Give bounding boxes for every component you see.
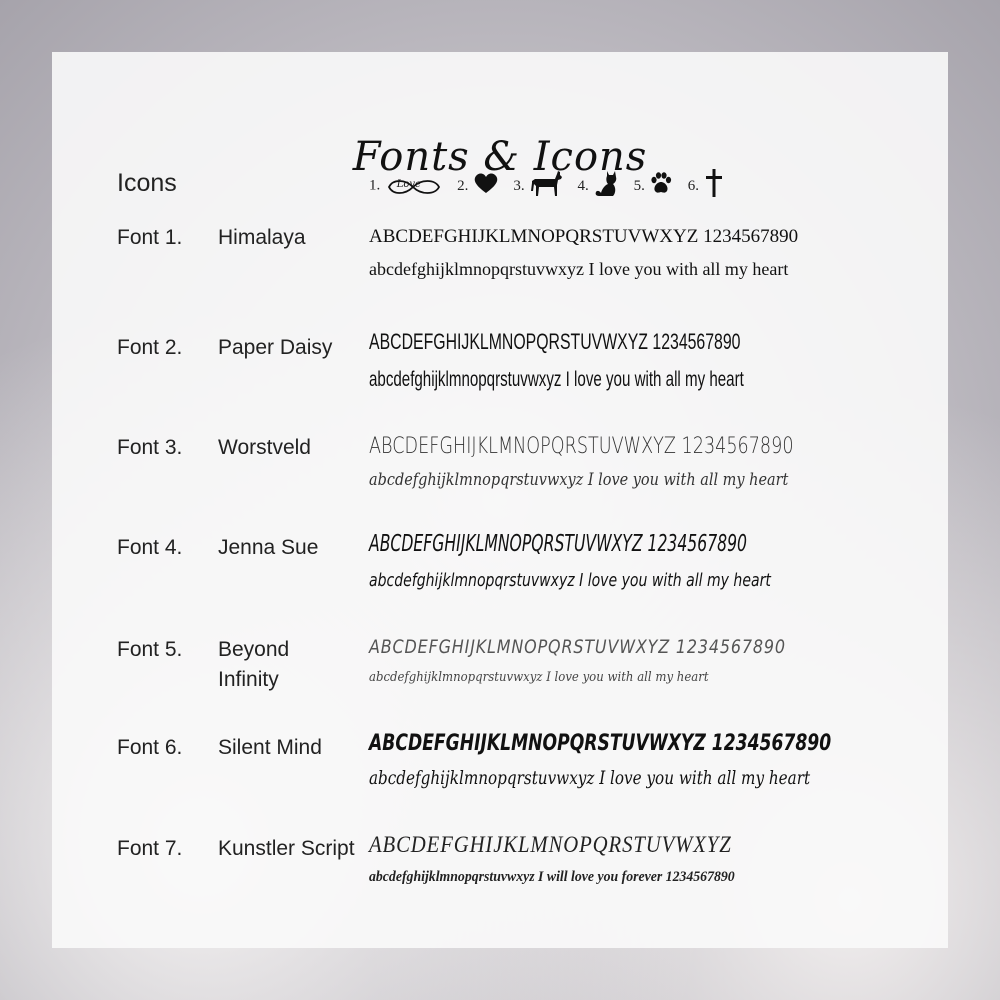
font-3-lowercase-sample: abcdefghijklmnopqrstuvwxyz I love you with all my heart (369, 470, 789, 490)
font-5-name-line2: Infinity (218, 668, 279, 691)
font-7-name: Kunstler Script (218, 837, 355, 860)
font-6-lowercase-sample: abcdefghijklmnopqrstuvwxyz I love you with all my heart (369, 767, 811, 789)
icons-label: Icons (117, 169, 177, 197)
font-2-id: Font 2. (117, 336, 183, 359)
icon-number-5: 5. (633, 177, 645, 194)
dog-icon (529, 169, 563, 202)
font-6-uppercase-sample: ABCDEFGHIJKLMNOPQRSTUVWXYZ 1234567890 (369, 731, 832, 756)
icons-row (369, 168, 725, 203)
icon-number-4: 4. (577, 177, 589, 194)
font-2-name: Paper Daisy (218, 336, 333, 359)
font-5-uppercase-sample: ABCDEFGHIJKLMNOPQRSTUVWXYZ 1234567890 (369, 636, 786, 658)
font-6-name: Silent Mind (218, 736, 322, 759)
font-3-uppercase-sample: ABCDEFGHIJKLMNOPQRSTUVWXYZ 1234567890 (369, 434, 794, 459)
font-7-uppercase-sample: ABCDEFGHIJKLMNOPQRSTUVWXYZ (369, 832, 732, 857)
font-4-uppercase-sample: ABCDEFGHIJKLMNOPQRSTUVWXYZ 1234567890 (369, 531, 748, 557)
cat-icon (593, 169, 619, 202)
cross-icon (703, 168, 725, 203)
paw-icon (649, 171, 673, 200)
font-6-id: Font 6. (117, 736, 183, 759)
font-5-id: Font 5. (117, 638, 183, 661)
font-1-name: Himalaya (218, 226, 306, 249)
font-7-id: Font 7. (117, 837, 183, 860)
font-7-lowercase-sample: abcdefghijklmnopqrstuvwxyz I will love you forever 1234567890 (369, 869, 735, 885)
font-5-name-line1: Beyond (218, 638, 290, 661)
font-1-uppercase-sample: ABCDEFGHIJKLMNOPQRSTUVWXYZ 1234567890 (369, 226, 799, 247)
heart-icon (473, 172, 499, 199)
infinity-love-text: Love (396, 178, 421, 190)
icon-number-1: 1. (369, 177, 381, 194)
font-4-id: Font 4. (117, 536, 183, 559)
font-4-lowercase-sample: abcdefghijklmnopqrstuvwxyz I love you with all my heart (369, 570, 771, 591)
font-2-uppercase-sample: ABCDEFGHIJKLMNOPQRSTUVWXYZ 1234567890 (369, 329, 741, 354)
font-1-id: Font 1. (117, 226, 183, 249)
font-3-id: Font 3. (117, 436, 183, 459)
font-1-lowercase-sample: abcdefghijklmnopqrstuvwxyz I love you with all my heart (369, 259, 789, 279)
infinity-love-icon (385, 175, 443, 197)
font-5-lowercase-sample: abcdefghijklmnopqrstuvwxyz I love you with all my heart (369, 670, 709, 685)
font-4-name: Jenna Sue (218, 536, 319, 559)
page-title: Fonts & Icons (352, 134, 648, 180)
icon-number-2: 2. (457, 177, 469, 194)
icon-number-6: 6. (687, 177, 700, 194)
font-3-name: Worstveld (218, 436, 311, 459)
icon-number-3: 3. (513, 177, 525, 194)
font-2-lowercase-sample: abcdefghijklmnopqrstuvwxyz I love you with all my heart (369, 368, 744, 391)
